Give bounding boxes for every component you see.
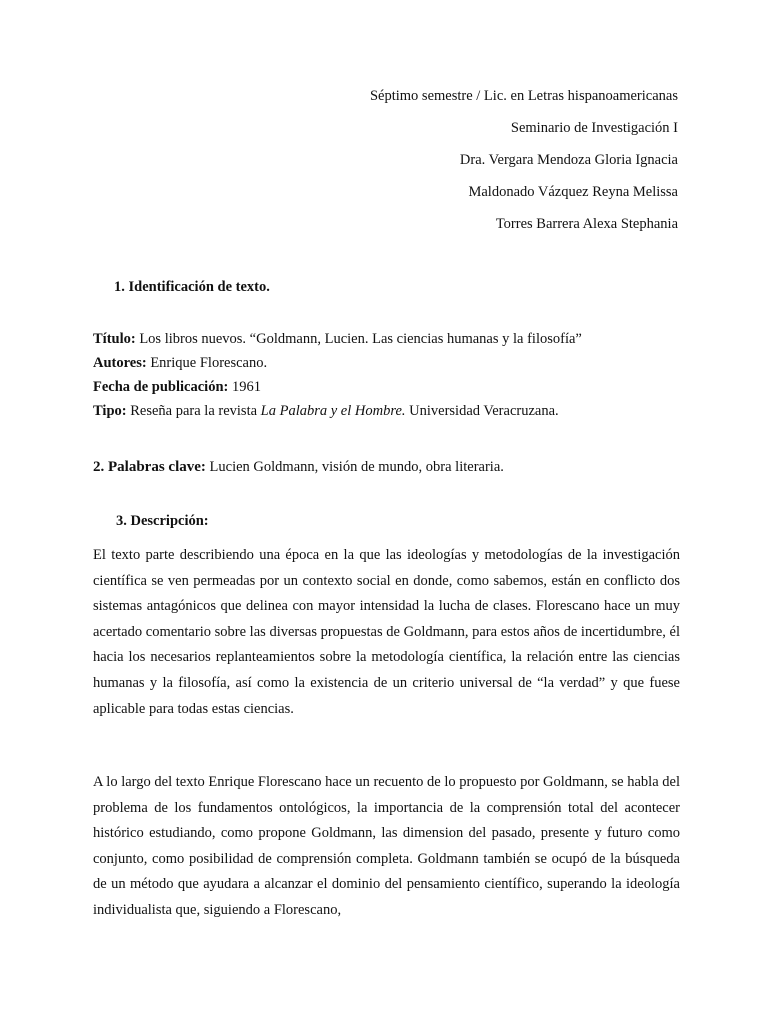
date-value: 1961 xyxy=(231,379,261,395)
date-label: Fecha de publicación: xyxy=(93,379,229,395)
authors-value: Enrique Florescano. xyxy=(150,355,268,371)
date-line xyxy=(93,377,693,401)
journal-title: La Palabra y el Hombre. xyxy=(260,403,406,419)
title-value: Los libros nuevos. “Goldmann, Lucien. Las ciencias humanas y la filosofía” xyxy=(139,331,582,347)
section-2-heading: 2. Palabras clave: xyxy=(93,459,206,475)
title-line xyxy=(93,329,693,353)
description-paragraph-2: A lo largo del texto Enrique Florescano hace un recuento de lo propuesto por Goldmann, se habla del problema de los fundamentos ontológicos, la importancia de la comprensión total del acontecer histórico estudiando, como propone Goldmann, las dimension del pasado, presente y futuro como conjunto, como posibilidad de comprensión completa. Goldmann también se ocupó de la búsqueda de un método que ayudara a alcanzar el dominio del pensamiento científico, superando la ideología individualista que, siguiendo a Florescano, xyxy=(93,774,680,918)
header-semester: Séptimo semestre / Lic. en Letras hispanoamericanas xyxy=(369,88,678,104)
header-seminar: Seminario de Investigación I xyxy=(510,120,678,136)
keywords-line xyxy=(93,457,504,477)
type-label: Tipo: xyxy=(93,403,127,419)
keywords-value: Lucien Goldmann, visión de mundo, obra literaria. xyxy=(209,459,504,475)
text-identification xyxy=(93,329,693,425)
authors-label: Autores: xyxy=(93,355,147,371)
description-paragraph-1: El texto parte describiendo una época en la que las ideologías y metodologías de la investigación científica se ven permeadas por un contexto social en donde, como sabemos, están en conflicto dos sistemas antagónicos que delinea con mayor intensidad la lucha de clases. Florescano hace un muy acertado comentario sobre las diversas propuestas de Goldmann, para estos años de incertidumbre, él hacia los necesarios replanteamientos sobre la metodología científica, la relación entre las ciencias humanas y la filosofía, así como la existencia de un criterio universal de “la verdad” y que fuese aplicable para todas estas ciencias. xyxy=(93,547,680,717)
section-3-heading: 3. Descripción: xyxy=(116,513,209,529)
header-professor: Dra. Vergara Mendoza Gloria Ignacia xyxy=(459,152,678,168)
type-value-post: Universidad Veracruzana. xyxy=(405,403,559,419)
header-student-2: Torres Barrera Alexa Stephania xyxy=(495,216,678,232)
type-line xyxy=(93,401,693,425)
header-block xyxy=(370,86,678,246)
type-value-pre: Reseña para la revista xyxy=(130,403,261,419)
title-label: Título: xyxy=(93,331,136,347)
header-student-1: Maldonado Vázquez Reyna Melissa xyxy=(468,184,678,200)
authors-line xyxy=(93,353,693,377)
section-1-heading: 1. Identificación de texto. xyxy=(114,279,270,295)
